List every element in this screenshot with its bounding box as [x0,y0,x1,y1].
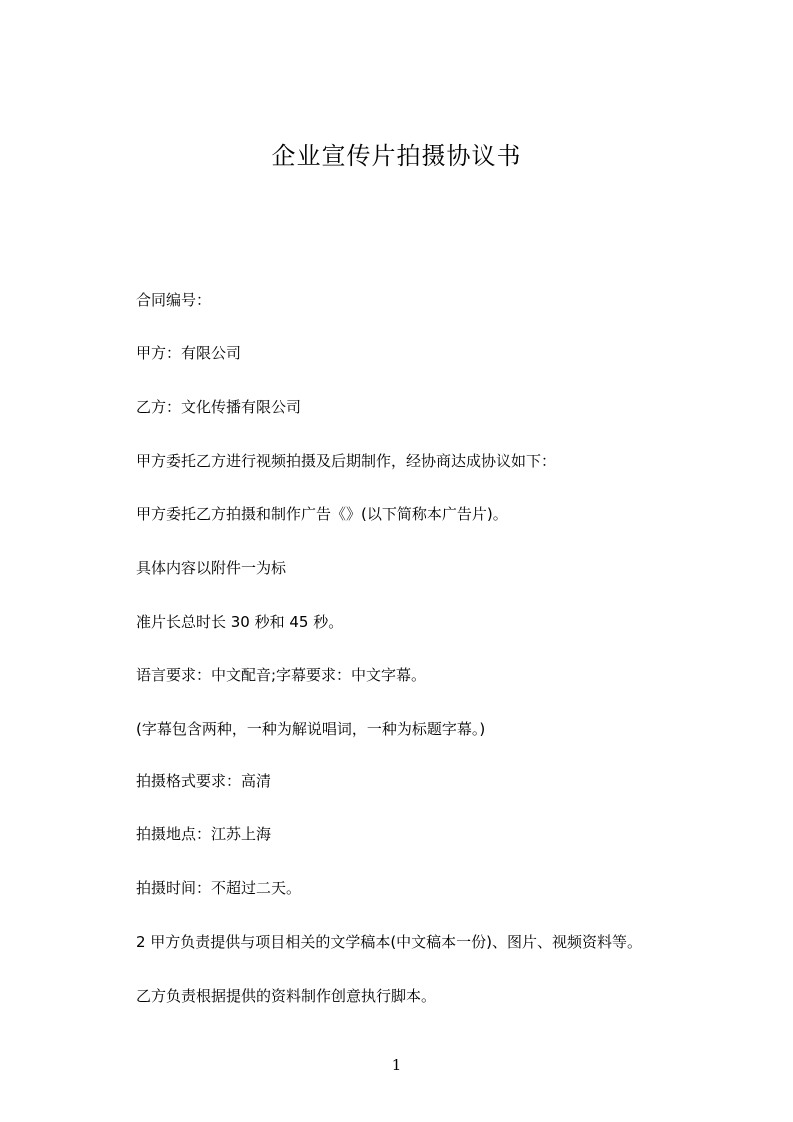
agreement-intro-line: 甲方委托乙方进行视频拍摄及后期制作，经协商达成协议如下： [136,452,557,470]
commission-line: 甲方委托乙方拍摄和制作广告《》(以下简称本广告片)。 [136,505,508,523]
materials-line: 2 甲方负责提供与项目相关的文学稿本(中文稿本一份)、图片、视频资料等。 [136,933,643,951]
page-number: 1 [391,1056,402,1074]
location-line: 拍摄地点：江苏上海 [136,825,272,843]
duration-line: 准片长总时长 30 秒和 45 秒。 [136,613,344,631]
contract-number-line: 合同编号： [136,291,212,309]
party-a-line: 甲方：有限公司 [136,344,242,362]
schedule-line: 拍摄时间：不超过二天。 [136,879,302,897]
party-b-line: 乙方：文化传播有限公司 [136,398,302,416]
content-line: 具体内容以附件一为标 [136,559,287,577]
subtitle-note-line: (字幕包含两种，一种为解说唱词，一种为标题字幕。) [136,720,486,738]
page-title: 企业宣传片拍摄协议书 [271,142,522,170]
format-line: 拍摄格式要求：高清 [136,772,272,790]
script-line: 乙方负责根据提供的资料制作创意执行脚本。 [136,987,437,1005]
language-line: 语言要求：中文配音;字幕要求：中文字幕。 [136,666,427,684]
